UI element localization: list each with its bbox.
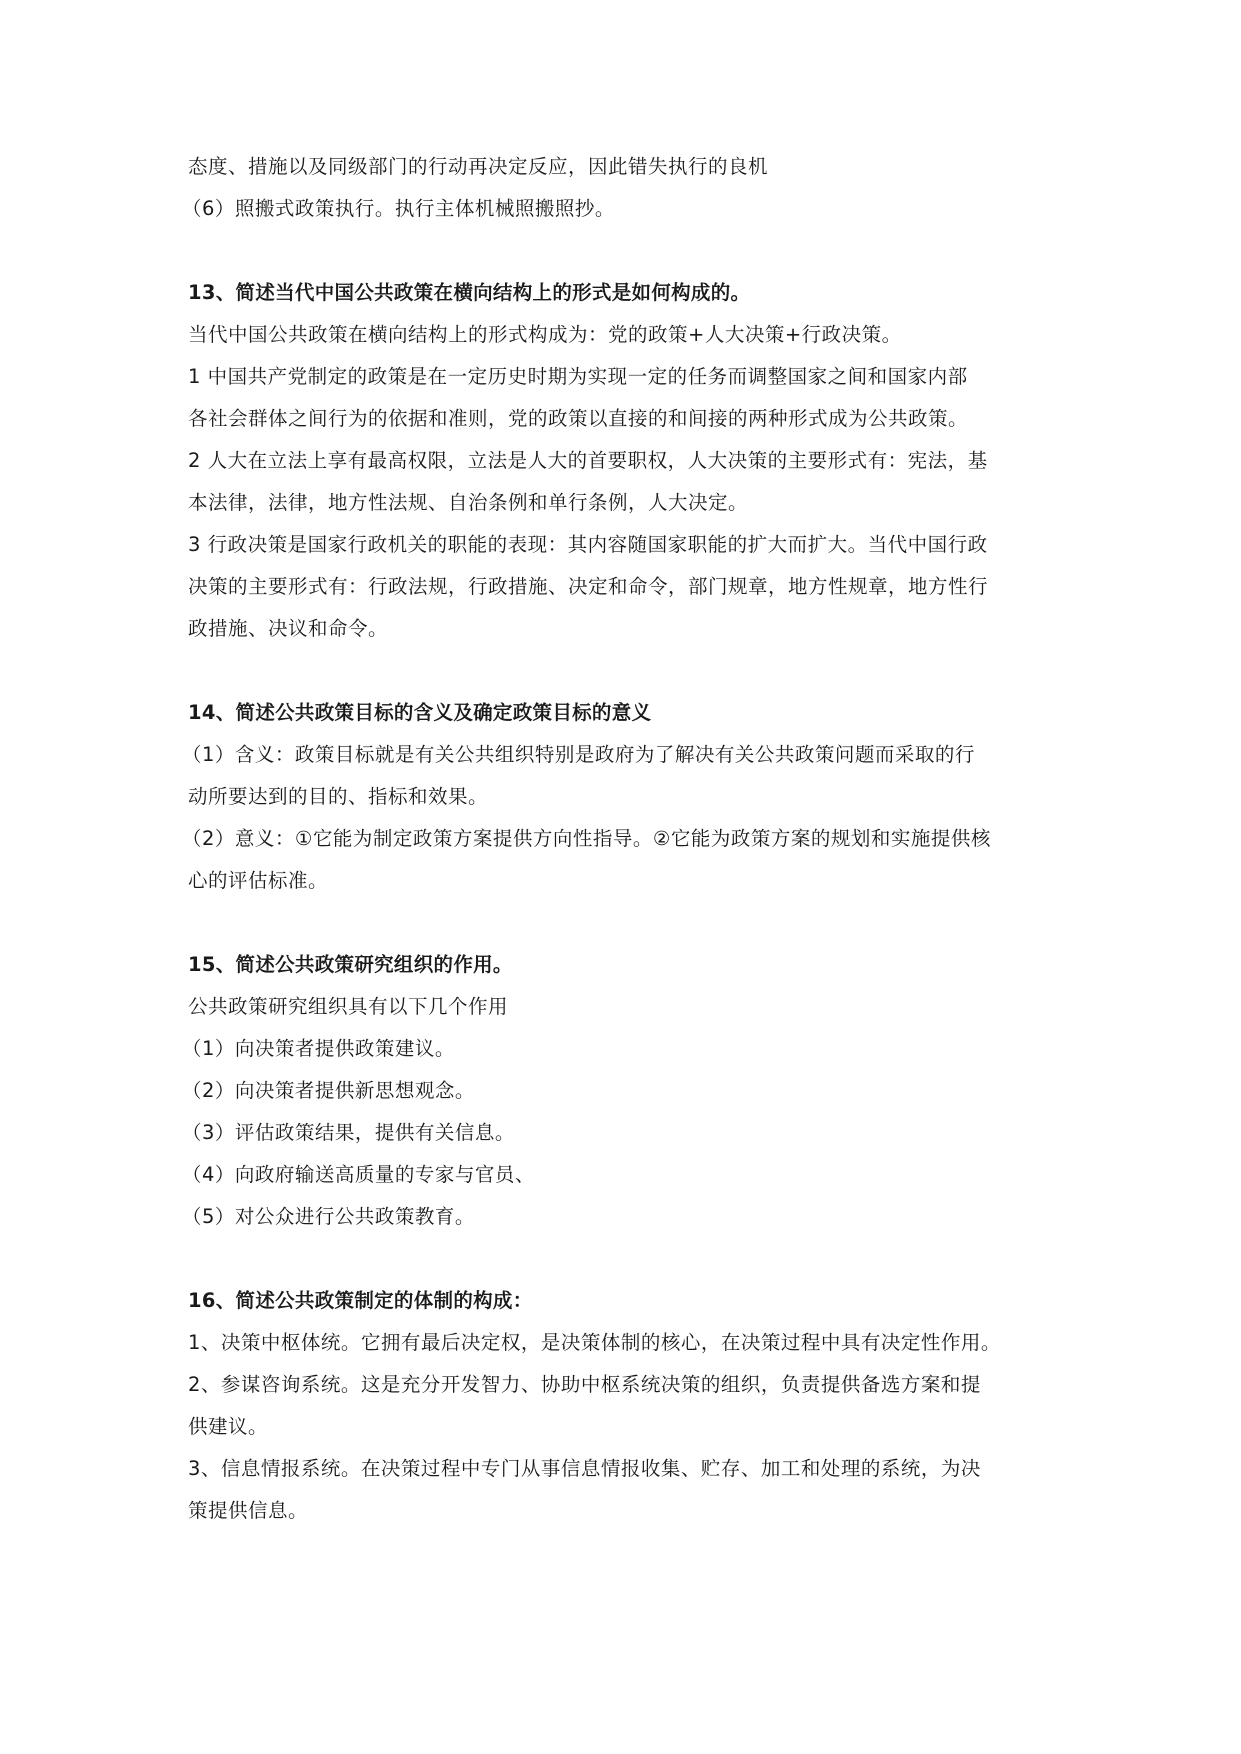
list-item: （1）向决策者提供政策建议。: [182, 1037, 455, 1060]
section-heading: 14、简述公共政策目标的含义及确定政策目标的意义: [188, 701, 652, 724]
list-item: （5）对公众进行公共政策教育。: [182, 1205, 475, 1228]
paragraph-line: 各社会群体之间行为的依据和准则，党的政策以直接的和间接的两种形式成为公共政策。: [188, 407, 969, 430]
intro-block: [182, 146, 1058, 230]
intro-line: （6）照搬式政策执行。执行主体机械照搬照抄。: [182, 197, 615, 220]
paragraph-line: 2、参谋咨询系统。这是充分开发智力、协助中枢系统决策的组织，负责提供备选方案和提: [188, 1373, 981, 1396]
paragraph-line: （2）意义：①它能为制定政策方案提供方向性指导。②它能为政策方案的规划和实施提供核: [182, 827, 991, 850]
intro-line: 态度、措施以及同级部门的行动再决定反应，因此错失执行的良机: [188, 155, 769, 178]
section-gap: [188, 230, 1058, 272]
paragraph-line: 动所要达到的目的、指标和效果。: [188, 785, 489, 808]
paragraph-line: 本法律，法律，地方性法规、自治条例和单行条例，人大决定。: [188, 491, 749, 514]
paragraph-line: 心的评估标准。: [188, 869, 329, 892]
list-item: （2）向决策者提供新思想观念。: [182, 1079, 475, 1102]
paragraph-line: （1）含义：政策目标就是有关公共组织特别是政府为了解决有关公共政策问题而采取的行: [182, 743, 975, 766]
document-page: [182, 146, 1058, 1532]
section-gap: [188, 1238, 1058, 1280]
paragraph-line: 供建议。: [188, 1415, 269, 1438]
section-heading: 15、简述公共政策研究组织的作用。: [188, 953, 513, 976]
paragraph-line: 公共政策研究组织具有以下几个作用: [188, 995, 509, 1018]
section-13: [188, 272, 1058, 650]
paragraph-line: 策提供信息。: [188, 1499, 309, 1522]
list-item: （4）向政府输送高质量的专家与官员、: [182, 1163, 535, 1186]
section-16: [188, 1280, 1058, 1532]
section-14: [182, 692, 1058, 902]
paragraph-line: 1 中国共产党制定的政策是在一定历史时期为实现一定的任务而调整国家之间和国家内部: [188, 365, 968, 388]
section-15: [182, 944, 1058, 1238]
paragraph-line: 当代中国公共政策在横向结构上的形式构成为：党的政策+人大决策+行政决策。: [188, 323, 902, 346]
section-heading: 16、简述公共政策制定的体制的构成：: [188, 1289, 533, 1312]
section-heading: 13、简述当代中国公共政策在横向结构上的形式是如何构成的。: [188, 281, 751, 304]
paragraph-line: 3 行政决策是国家行政机关的职能的表现：其内容随国家职能的扩大而扩大。当代中国行政: [188, 533, 988, 556]
paragraph-line: 2 人大在立法上享有最高权限，立法是人大的首要职权，人大决策的主要形式有：宪法，基: [188, 449, 988, 472]
paragraph-line: 决策的主要形式有：行政法规，行政措施、决定和命令，部门规章，地方性规章，地方性行: [188, 575, 989, 598]
section-gap: [188, 902, 1058, 944]
paragraph-line: 3、信息情报系统。在决策过程中专门从事信息情报收集、贮存、加工和处理的系统，为决: [188, 1457, 981, 1480]
section-gap: [188, 650, 1058, 692]
paragraph-line: 政措施、决议和命令。: [188, 617, 389, 640]
paragraph-line: 1、决策中枢体统。它拥有最后决定权，是决策体制的核心，在决策过程中具有决定性作用。: [188, 1331, 1001, 1354]
list-item: （3）评估政策结果，提供有关信息。: [182, 1121, 515, 1144]
